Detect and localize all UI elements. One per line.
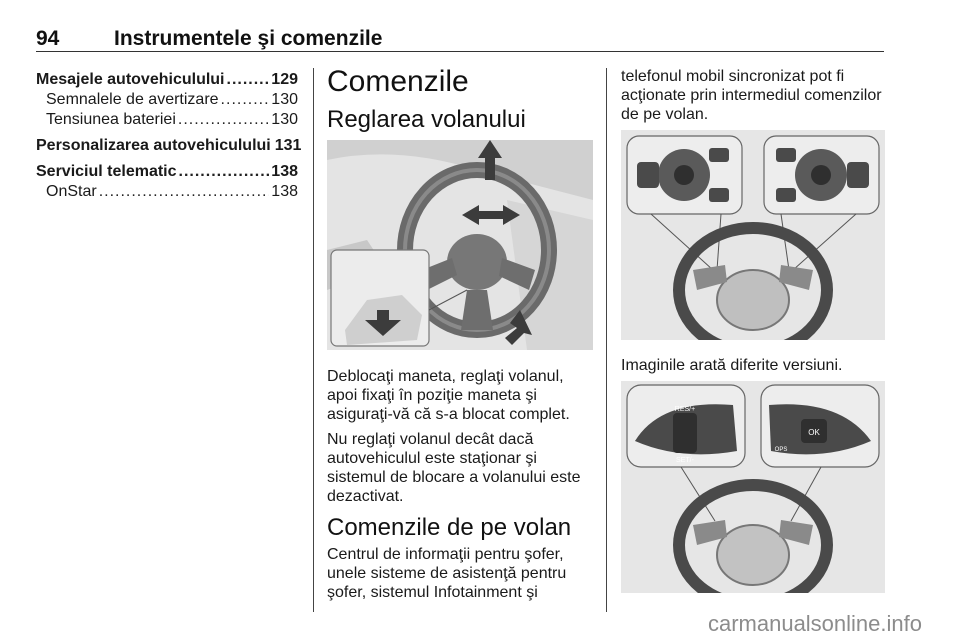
toc-entry[interactable]: [36, 110, 298, 130]
page-number: 94: [36, 27, 60, 50]
toc-entry[interactable]: [36, 136, 302, 156]
ok-button-label: OK: [808, 428, 820, 437]
paragraph-adjust-warning: Nu reglaţi volanul decât dacă autovehiculul este staţionar şi sistemul de blocare a volanului este dezactivat.: [327, 431, 581, 505]
steering-wheel-controls-version-1: [621, 130, 885, 340]
watermark: carmanualsonline.info: [707, 611, 922, 636]
section-title: Comenzile: [327, 65, 469, 98]
toc-leader: [227, 70, 270, 90]
subsection-title: Reglarea volanului: [327, 106, 526, 133]
toc-page: 138: [271, 163, 298, 180]
paragraph-wheel-controls-intro: Centrul de informaţii pentru şofer, unele sisteme de asistenţă pentru şofer, sistemul Infotainment şi: [327, 546, 567, 601]
table-of-contents: [36, 70, 302, 202]
subsection-title-wheel-controls: Comenzile de pe volan: [327, 514, 572, 541]
toc-label: Semnalele de avertizare: [46, 91, 219, 108]
toc-label: Mesajele autovehiculului: [36, 71, 225, 88]
toc-label: OnStar: [46, 183, 97, 200]
column-divider-2: [606, 68, 607, 612]
paragraph-phone-controls: telefonul mobil sincronizat pot fi acţionate prin intermediul comenzilor de pe volan.: [621, 68, 882, 123]
toc-label: Tensiunea bateriei: [46, 111, 176, 128]
paragraph-versions-note: Imaginile arată diferite versiuni.: [621, 357, 843, 374]
toc-entry[interactable]: [36, 70, 298, 90]
toc-leader: [221, 90, 270, 110]
toc-page: 138: [271, 183, 298, 200]
toc-label: Personalizarea autovehiculului: [36, 137, 271, 154]
page-header-title: Instrumentele şi comenzile: [114, 27, 383, 50]
steering-adjustment-illustration: [327, 140, 593, 350]
toc-entry[interactable]: [36, 90, 298, 110]
res-button-label: RES/+: [674, 406, 696, 413]
toc-leader: [178, 110, 269, 130]
column-divider-1: [313, 68, 314, 612]
toc-entry[interactable]: [36, 182, 298, 202]
middle-column-headings: [327, 66, 593, 134]
toc-label: Serviciul telematic: [36, 163, 177, 180]
steering-wheel-controls-version-2: [621, 381, 885, 593]
toc-leader: [99, 182, 270, 202]
toc-page: 129: [271, 71, 298, 88]
toc-leader: [179, 162, 270, 182]
ops-button-label: OPS: [774, 447, 788, 453]
toc-page: 130: [271, 91, 298, 108]
paragraph-unlock-lever: Deblocaţi maneta, reglaţi volanul, apoi fixaţi în poziţie maneta şi asiguraţi-vă că s-a blocat complet.: [327, 368, 570, 423]
set-button-label: SET/-: [676, 457, 694, 464]
toc-page: 131: [274, 137, 302, 154]
header-rule: [36, 51, 884, 52]
toc-entry[interactable]: [36, 162, 298, 182]
toc-page: 130: [271, 111, 298, 128]
